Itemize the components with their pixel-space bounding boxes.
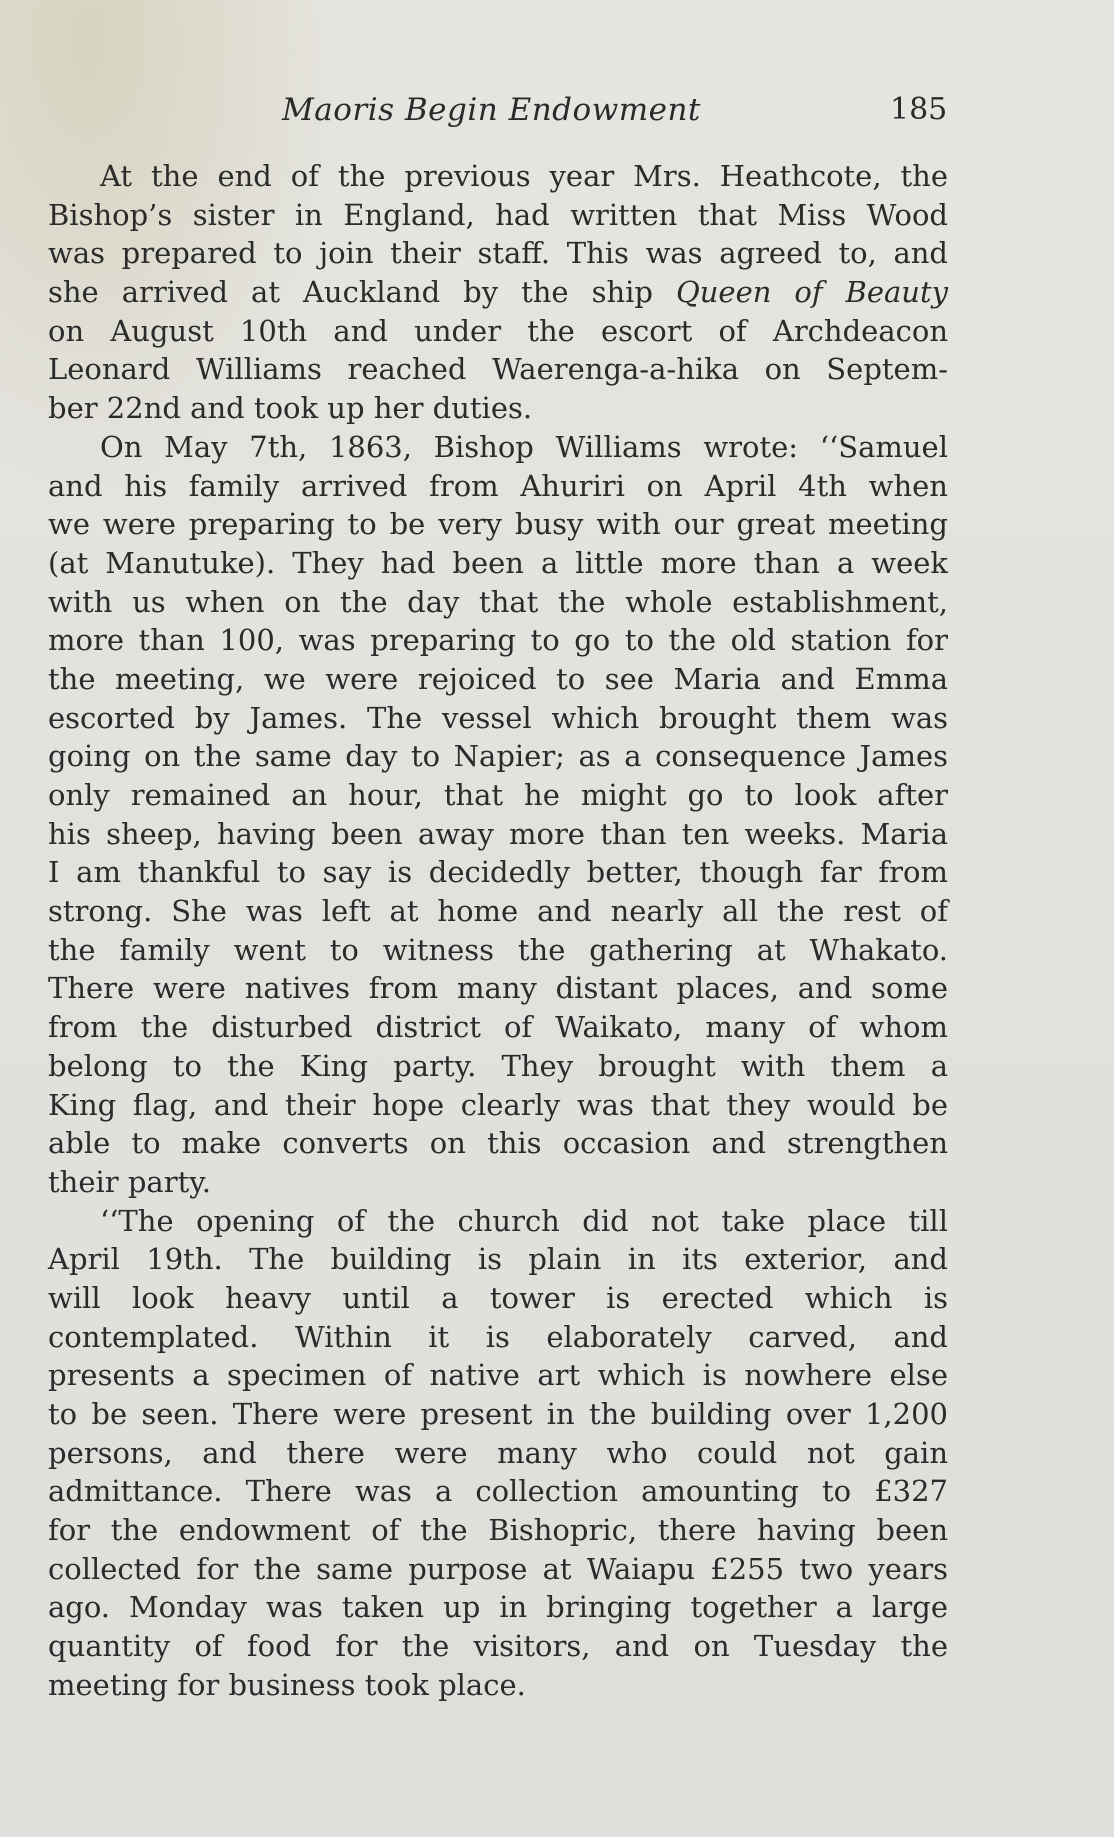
text-line: Leonard Williams reached Waerenga-a-hika on Septem-	[48, 352, 948, 387]
text-line: to be seen. There were present in the building over 1,200	[48, 1397, 948, 1431]
paragraph	[48, 428, 948, 1202]
ship-name: Queen of Beauty	[675, 275, 949, 310]
text-line: On May 7th, 1863, Bishop Williams wrote: ‘‘Samuel	[100, 429, 948, 464]
paragraph	[48, 157, 948, 428]
text-line: the family went to witness the gathering at Whakato.	[48, 932, 948, 967]
text-line	[48, 273, 948, 312]
text-line: There were natives from many distant places, and some	[48, 971, 948, 1006]
text-line: Bishop’s sister in England, had written that Miss Wood	[48, 197, 948, 232]
text-line: belong to the King party. They brought with them a	[48, 1048, 948, 1083]
body-text	[48, 157, 948, 1705]
page-number: 185	[890, 92, 948, 127]
text-line: we were preparing to be very busy with our great meeting	[48, 507, 948, 542]
running-title: Maoris Begin Endowment	[282, 92, 701, 128]
text-segment: she arrived at Auckland by the ship	[48, 275, 653, 310]
text-line: with us when on the day that the whole establishment,	[48, 584, 948, 619]
text-line: more than 100, was preparing to go to the old station for	[48, 623, 948, 658]
text-line: King flag, and their hope clearly was that they would be	[48, 1087, 948, 1122]
text-line: April 19th. The building is plain in its exterior, and	[48, 1242, 948, 1277]
text-line: the meeting, we were rejoiced to see Maria and Emma	[48, 661, 948, 696]
text-line: ‘‘The opening of the church did not take place till	[100, 1203, 948, 1238]
text-line: his sheep, having been away more than ten weeks. Maria	[48, 816, 948, 851]
text-line: quantity of food for the visitors, and on Tuesday the	[48, 1629, 948, 1664]
page-header	[50, 92, 950, 132]
text-line: able to make converts on this occasion and strengthen	[48, 1126, 948, 1161]
text-line: ago. Monday was taken up in bringing together a large	[48, 1590, 948, 1625]
text-line: their party.	[48, 1164, 211, 1199]
text-line: meeting for business took place.	[48, 1667, 526, 1702]
paragraph	[48, 1202, 948, 1705]
text-line: on August 10th and under the escort of Archdeacon	[48, 313, 948, 348]
text-line: presents a specimen of native art which is nowhere else	[48, 1358, 948, 1393]
text-line: and his family arrived from Ahuriri on April 4th when	[48, 468, 948, 503]
text-line: (at Manutuke). They had been a little more than a week	[48, 545, 948, 580]
text-line: I am thankful to say is decidedly better, though far from	[48, 855, 948, 890]
text-line: was prepared to join their staff. This was agreed to, and	[48, 236, 948, 271]
text-line: strong. She was left at home and nearly all the rest of	[48, 894, 948, 929]
text-line: ber 22nd and took up her duties.	[48, 391, 533, 426]
text-line: only remained an hour, that he might go to look after	[48, 778, 948, 812]
text-line: collected for the same purpose at Waiapu £255 two years	[48, 1551, 948, 1586]
text-line: persons, and there were many who could not gain	[48, 1435, 948, 1470]
text-line: will look heavy until a tower is erected which is	[48, 1280, 948, 1315]
text-line: for the endowment of the Bishopric, there having been	[48, 1513, 948, 1548]
text-line: going on the same day to Napier; as a consequence James	[48, 739, 948, 774]
text-line: admittance. There was a collection amounting to £327	[48, 1474, 948, 1509]
text-line: At the end of the previous year Mrs. Heathcote, the	[100, 159, 948, 193]
text-line: contemplated. Within it is elaborately carved, and	[48, 1319, 948, 1354]
text-line: escorted by James. The vessel which brought them was	[48, 700, 948, 735]
text-line: from the disturbed district of Waikato, many of whom	[48, 1010, 948, 1045]
